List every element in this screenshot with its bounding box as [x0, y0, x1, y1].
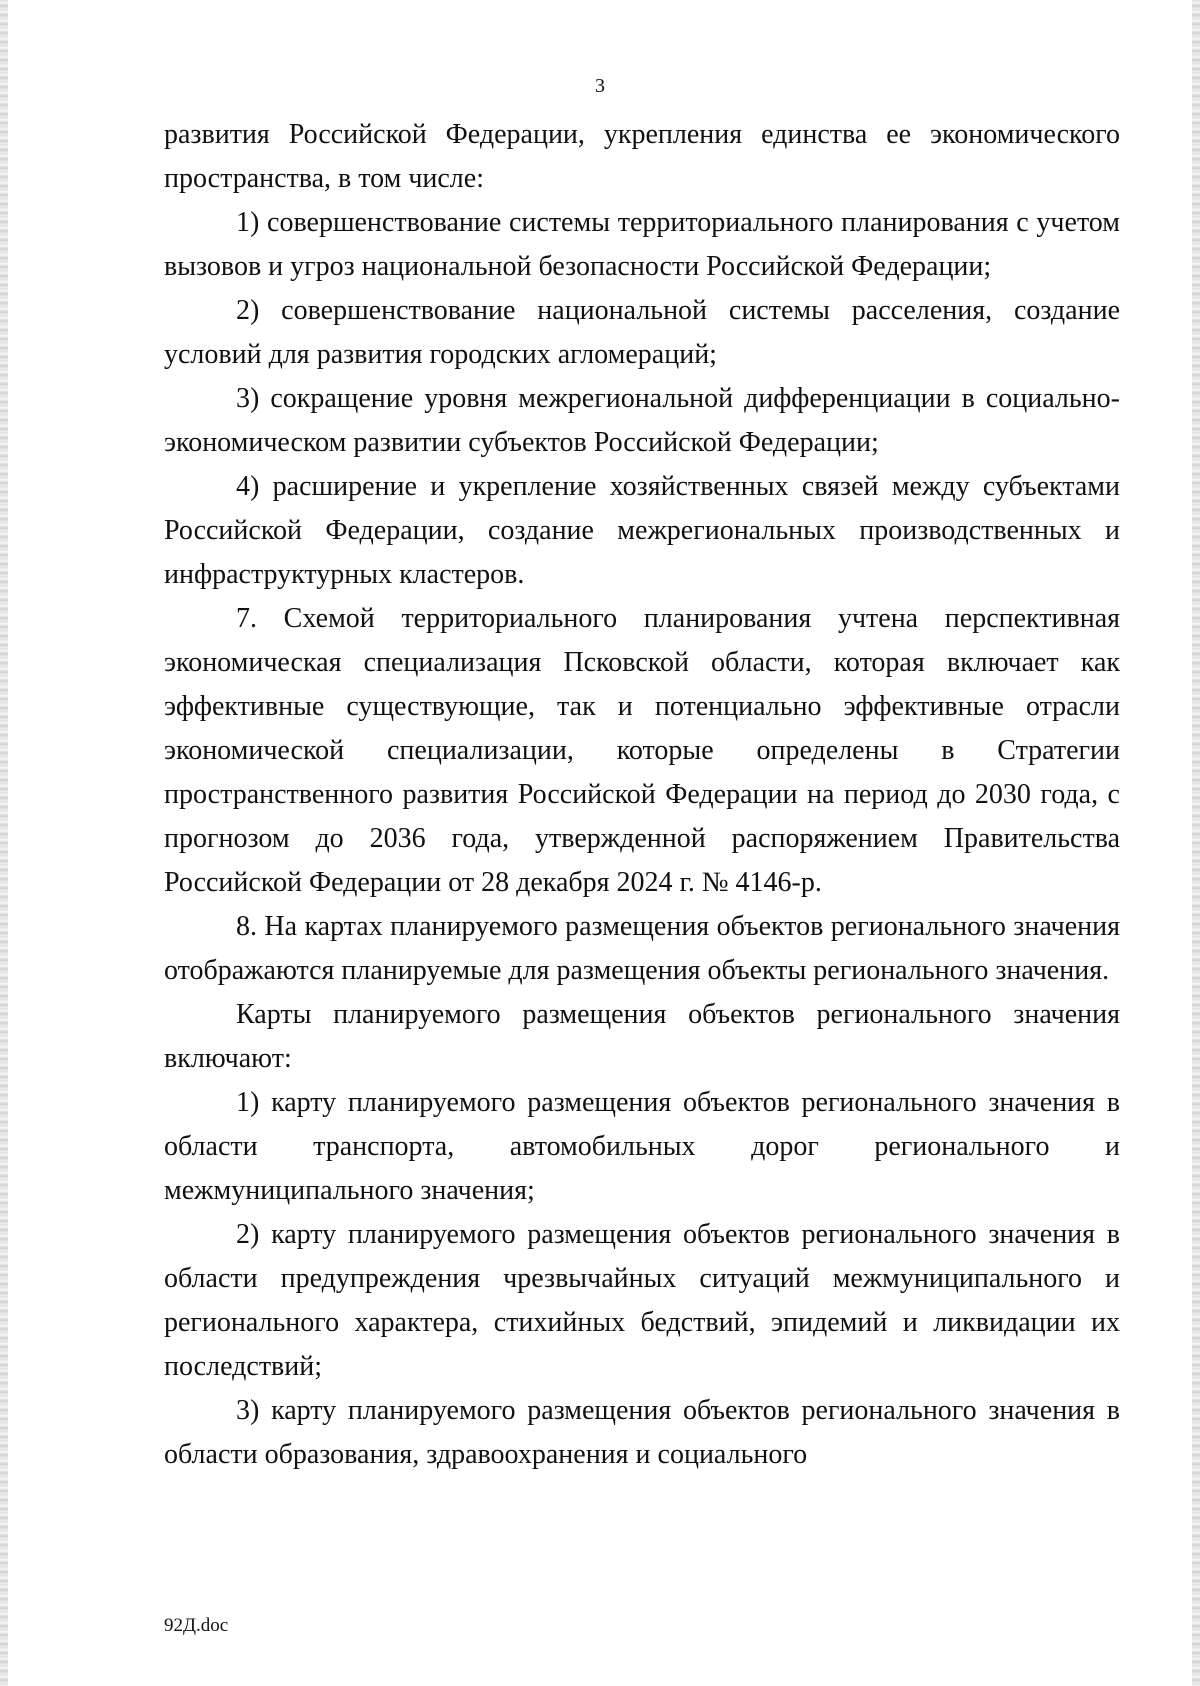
footer-filename: 92Д.doc	[164, 1615, 229, 1636]
paragraph-continuation: развития Российской Федерации, укрепления единства ее экономического пространства, в том числе:	[164, 119, 1120, 194]
map-item-1-transport: 1) карту планируемого размещения объектов регионального значения в области транспорта, автомобильных дорог регионального и межмуниципального значения;	[164, 1087, 1120, 1206]
clause-7-specialization: 7. Схемой территориального планирования учтена перспективная экономическая специализация Псковской области, которая включает как эффективные существующие, так и потенциально эффективные отрасли экономической специализации, которые определены в Стратегии пространственного развития Российской Федерации на период до 2030 года, с прогнозом до 2036 года, утвержденной распоряжением Правительства Российской Федерации от 28 декабря 2024 г. № 4146-р.	[164, 603, 1120, 898]
document-body	[164, 113, 1120, 1477]
list-item-2-settlement-system: 2) совершенствование национальной системы расселения, создание условий для развития городских агломераций;	[164, 295, 1120, 370]
map-item-2-emergencies: 2) карту планируемого размещения объектов регионального значения в области предупреждения чрезвычайных ситуаций межмуниципального и регионального характера, стихийных бедствий, эпидемий и ликвидации их последствий;	[164, 1219, 1120, 1382]
maps-intro: Карты планируемого размещения объектов регионального значения включают:	[164, 999, 1120, 1074]
scan-edge-right	[1192, 0, 1200, 1686]
scan-edge-left	[0, 0, 8, 1686]
list-item-4-economic-ties: 4) расширение и укрепление хозяйственных связей между субъектами Российской Федерации, создание межрегиональных производственных и инфраструктурных кластеров.	[164, 471, 1120, 590]
clause-8-maps: 8. На картах планируемого размещения объектов регионального значения отображаются планируемые для размещения объекты регионального значения.	[164, 911, 1120, 986]
list-item-3-differentiation: 3) сокращение уровня межрегиональной дифференциации в социально-экономическом развитии субъектов Российской Федерации;	[164, 383, 1120, 458]
list-item-1-territorial-planning: 1) совершенствование системы территориального планирования с учетом вызовов и угроз национальной безопасности Российской Федерации;	[164, 207, 1120, 282]
page-number: 3	[595, 75, 605, 97]
map-item-3-education-health: 3) карту планируемого размещения объектов регионального значения в области образования, здравоохранения и социального	[164, 1395, 1120, 1470]
